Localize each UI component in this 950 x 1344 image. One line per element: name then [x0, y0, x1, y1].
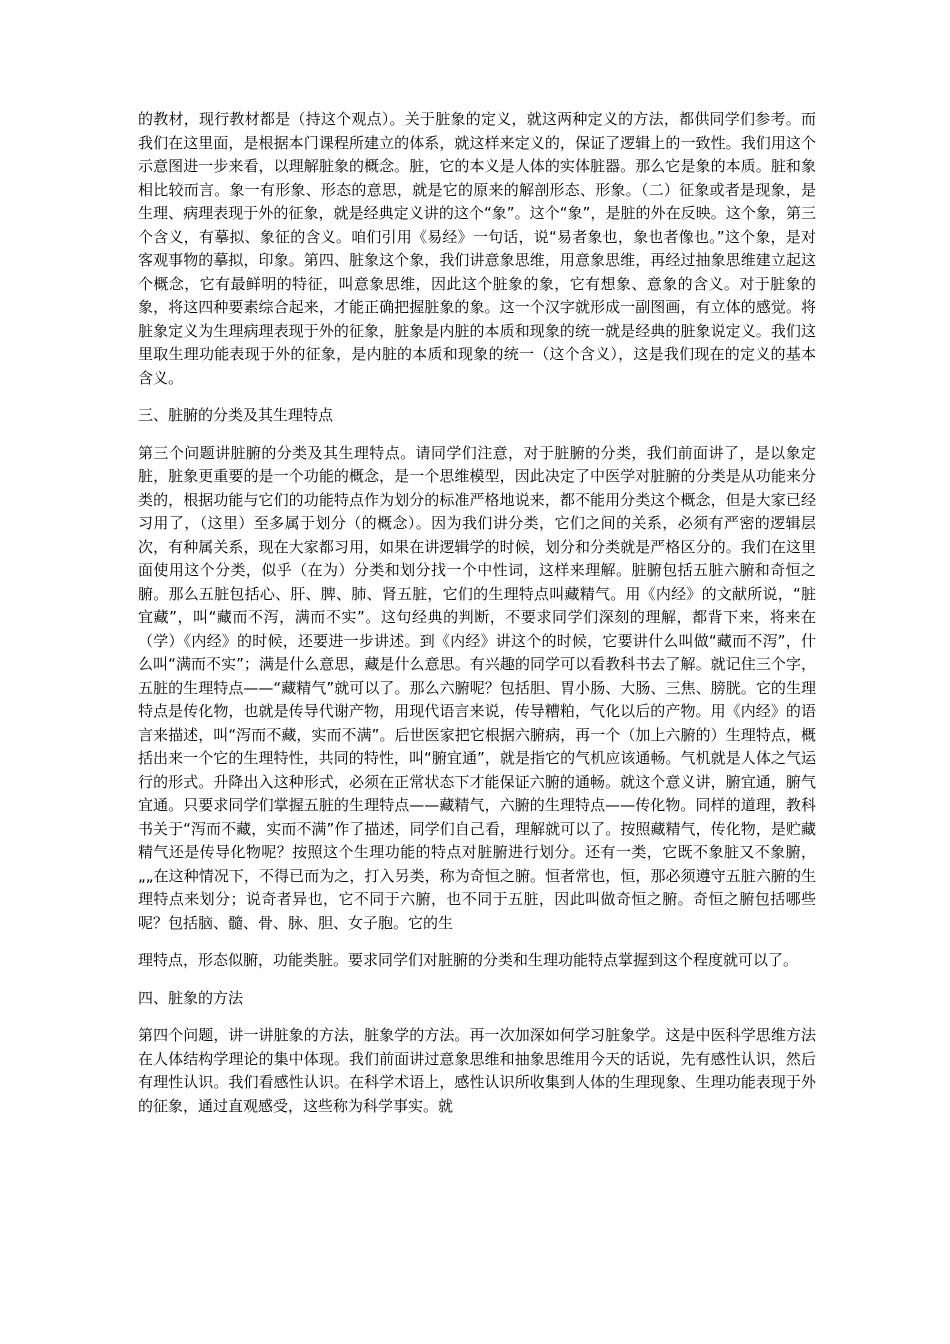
paragraph-zangxiang-definition: 的教材，现行教材都是（持这个观点）。关于脏象的定义，就这两种定义的方法，都供同学们参考。而我们在这里面，是根据本门课程所建立的体系，就这样来定义的，保证了逻辑上的一致性。我们用这个示意图进一步来看，以理解脏象的概念。脏，它的本义是人体的实体脏器。那么它是象的本质。脏和象相比较而言。象一有形象、形态的意思，就是它的原来的解剖形态、形象。（二）征象或者是现象，是生理、病理表现于外的征象，就是经典定义讲的这个“象”。这个“象”，是脏的外在反映。这个象，第三个含义，有摹拟、象征的含义。咱们引用《易经》一句话，说“易者象也，象也者像也。”这个象，是对客观事物的摹拟，印象。第四、脏象这个象，我们讲意象思维，用意象思维，再经过抽象思维建立起这个概念，它有最鲜明的特征，叫意象思维，因此这个脏象的象，它有想象、意象的含义。对于脏象的象，将这四种要素综合起来，才能正确把握脏象的象。这一个汉字就形成一副图画，有立体的感觉。将脏象定义为生理病理表现于外的征象，脏象是内脏的本质和现象的统一就是经典的脏象说定义。我们这里取生理功能表现于外的征象，是内脏的本质和现象的统一（这个含义），这是我们现在的定义的基本含义。 [138, 110, 816, 387]
paragraph-method: 第四个问题，讲一讲脏象的方法，脏象学的方法。再一次加深如何学习脏象学。这是中医科学思维方法在人体结构学理论的集中体现。我们前面讲过意象思维和抽象思维用今天的话说，先有感性认识，然后有理性认识。我们看感性认识。在科学术语上，感性认识所收集到人体的生理现象、生理功能表现于外的征象，通过直观感受，这些称为科学事实。就 [138, 1026, 816, 1115]
section-heading-method: 四、脏象的方法 [138, 988, 244, 1007]
paragraph-classification: 第三个问题讲脏腑的分类及其生理特点。请同学们注意，对于脏腑的分类，我们前面讲了，是以象定脏，脏象更重要的是一个功能的概念，是一个思维模型，因此决定了中医学对脏腑的分类是从功能来分类的，根据功能与它们的功能特点作为划分的标准严格地说来，都不能用分类这个概念，但是大家已经习用了，（这里）至多属于划分（的概念）。因为我们讲分类，它们之间的关系，必须有严密的逻辑层次，有种属关系，现在大家都习用，如果在讲逻辑学的时候，划分和分类就是严格区分的。我们在这里面使用这个分类，似乎（在为）分类和划分找一个中性词，这样来理解。脏腑包括五脏六腑和奇恒之腑。那么五脏包括心、肝、脾、肺、肾五脏，它们的生理特点叫藏精气。用《内经》的文献所说，“脏宜藏”，叫“藏而不泻，满而不实”。这句经典的判断，不要求同学们深刻的理解，都背下来，将来在（学）《内经》的时候，还要进一步讲述。到《内经》讲这个的时候，它要讲什么叫做“藏而不泻”，什么叫“满而不实”；满是什么意思，藏是什么意思。有兴趣的同学可以看教科书去了解。就记住三个字，五脏的生理特点——“藏精气”就可以了。那么六腑呢？包括胆、胃小肠、大肠、三焦、膀胱。它的生理特点是传化物，也就是传导代谢产物，用现代语言来说，传导糟粕，气化以后的产物。用《内经》的语言来描述，叫“泻而不藏，实而不满”。后世医家把它根据六腑病，再一个（加上六腑的）生理特点，概括出来一个它的生理特性，共同的特性，叫“腑宜通”，就是指它的气机应该通畅。气机就是人体之气运行的形式。升降出入这种形式，必须在正常状态下才能保证六腑的通畅。就这个意义讲，腑宜通，腑气宜通。只要求同学们掌握五脏的生理特点——藏精气，六腑的生理特点——传化物。同样的道理，教科书关于“泻而不藏，实而不满”作了描述，同学们自己看，理解就可以了。按照藏精气，传化物，是贮藏精气还是传导化物呢？按照这个生理功能的特点对脏腑进行划分。还有一类，它既不象脏又不象腑，„„在这种情况下，不得已而为之，打入另类，称为奇恒之腑。恒者常也，恒，那必须遵守五脏六腑的生理特点来划分；说奇者异也，它不同于六腑，也不同于五脏，因此叫做奇恒之腑。奇恒之腑包括哪些呢？包括脑、髓、骨、脉、胆、女子胞。它的生 [138, 443, 816, 932]
paragraph-classification-continued: 理特点，形态似腑，功能类脏。要求同学们对脏腑的分类和生理功能特点掌握到这个程度就可以了。 [138, 951, 799, 969]
document-page [138, 108, 816, 1132]
section-heading-classification: 三、脏腑的分类及其生理特点 [138, 406, 334, 424]
